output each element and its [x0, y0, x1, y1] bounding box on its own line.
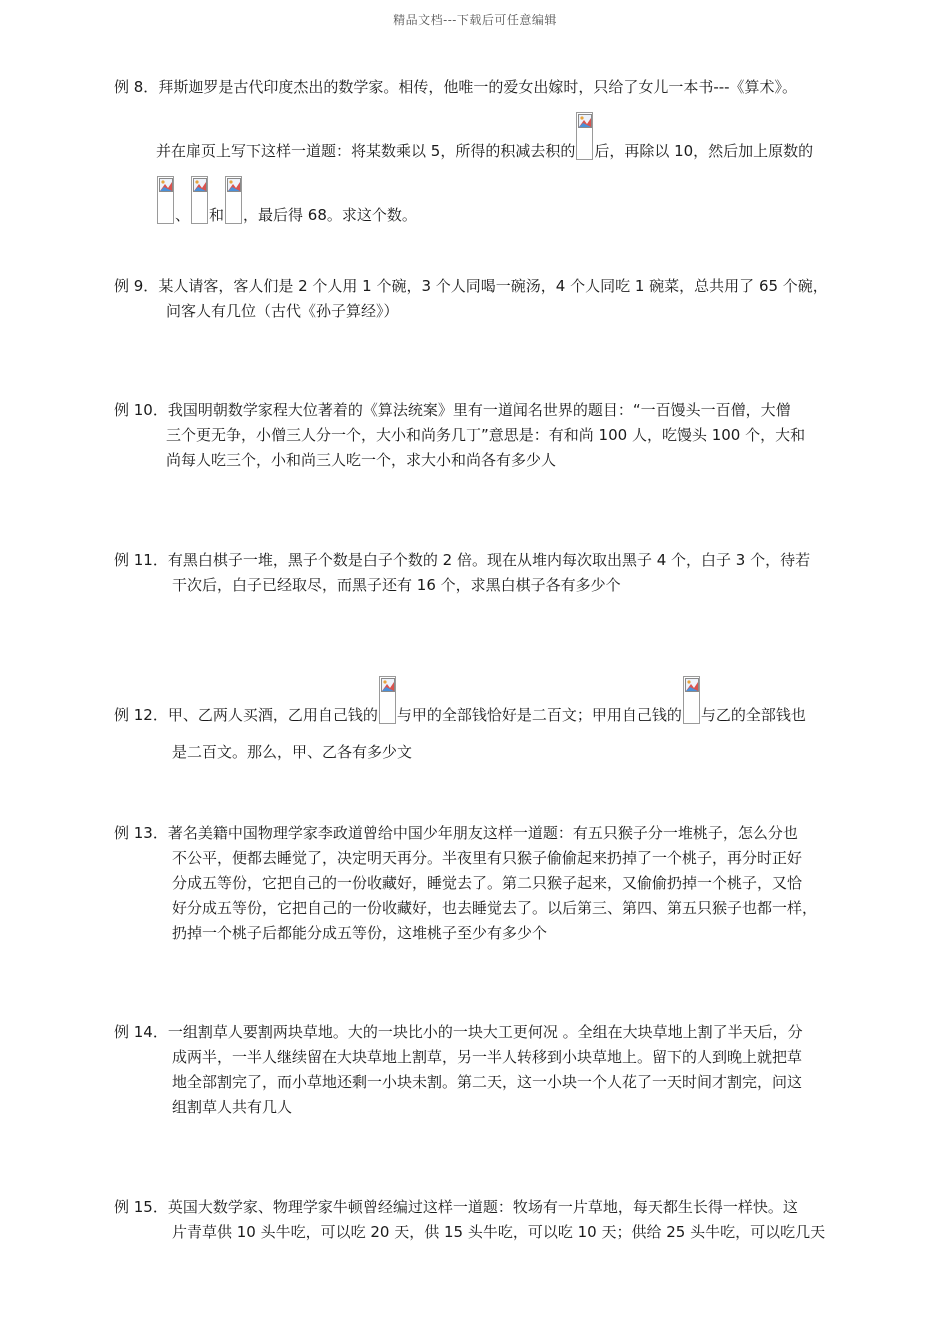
fraction-image-placeholder — [683, 676, 700, 724]
example-15-prefix: 例 15． — [114, 1198, 168, 1216]
example-9-prefix: 例 9． — [114, 277, 159, 295]
example-10-line-1 — [114, 398, 805, 423]
broken-image-icon — [578, 114, 592, 128]
example-13-line-1 — [114, 821, 817, 846]
fraction-image-placeholder — [379, 676, 396, 724]
fraction-image-placeholder — [157, 176, 174, 224]
example-11 — [114, 548, 810, 598]
example-12-prefix: 例 12． — [114, 706, 168, 724]
example-13-prefix: 例 13． — [114, 824, 168, 842]
broken-image-icon — [685, 678, 699, 692]
example-10-line-2: 三个更无争，小僧三人分一个，大小和尚务几丁”意思是：有和尚 100 人，吃馒头 100 个，大和 — [166, 426, 806, 444]
example-13 — [114, 821, 817, 946]
example-11-line-2: 干次后，白子已经取尽，而黑子还有 16 个，求黑白棋子各有多少个 — [172, 576, 621, 594]
example-8-prefix: 例 8． — [114, 78, 159, 96]
example-11-prefix: 例 11． — [114, 551, 168, 569]
example-8 — [114, 75, 813, 228]
example-13-line-5: 扔掉一个桃子后都能分成五等份，这堆桃子至少有多少个 — [172, 924, 548, 942]
example-11-line-1 — [114, 548, 810, 573]
fraction-image-placeholder — [225, 176, 242, 224]
example-12-text-1a: 甲、乙两人买酒，乙用自己钱的 — [167, 706, 378, 724]
example-11-text-1: 有黑白棋子一堆，黑子个数是白子个数的 2 倍。现在从堆内每次取出黑子 4 个，白子 3 个，待若 — [167, 551, 811, 569]
example-14-prefix: 例 14． — [114, 1023, 168, 1041]
example-12-text-1c: 与乙的全部钱也 — [700, 706, 806, 724]
example-9-text-1: 某人请客，客人们是 2 个人用 1 个碗，3 个人同喝一碗汤，4 个人同吃 1 碗菜，总共用了 65 个碗， — [158, 277, 828, 295]
example-9-line-2: 问客人有几位（古代《孙子算经》） — [166, 302, 399, 320]
broken-image-icon — [193, 178, 207, 192]
example-12-line-2: 是二百文。那么，甲、乙各有多少文 — [172, 743, 413, 761]
example-13-line-2: 不公平，便都去睡觉了，决定明天再分。半夜里有只猴子偷偷起来扔掉了一个桃子，再分时正好 — [172, 849, 803, 867]
example-8-text-3c: ，最后得 68。求这个数。 — [243, 206, 417, 224]
example-15-text-1: 英国大数学家、物理学家牛顿曾经编过这样一道题：牧场有一片草地，每天都生长得一样快。这 — [167, 1198, 798, 1216]
example-13-text-1: 著名美籍中国物理学家李政道曾给中国少年朋友这样一道题：有五只猴子分一堆桃子，怎么分也 — [167, 824, 798, 842]
example-15-line-1 — [114, 1195, 825, 1220]
example-8-text-2a: 并在扉页上写下这样一道题：将某数乘以 5，所得的积减去积的 — [156, 142, 576, 160]
example-10-text-1: 我国明朝数学家程大位著着的《算法统案》里有一道闻名世界的题目：“一百馒头一百僧，大僧 — [167, 401, 791, 419]
fraction-image-placeholder — [576, 112, 593, 160]
example-13-line-4: 好分成五等份，它把自己的一份收藏好，也去睡觉去了。以后第三、第四、第五只猴子也都一样， — [172, 899, 818, 917]
broken-image-icon — [227, 178, 241, 192]
example-12 — [114, 676, 806, 765]
example-15-line-2: 片青草供 10 头牛吃，可以吃 20 天，供 15 头牛吃，可以吃 10 天；供给 25 头牛吃，可以吃几天 — [172, 1223, 826, 1241]
fraction-image-placeholder — [191, 176, 208, 224]
example-14-line-1 — [114, 1020, 803, 1045]
example-14-line-4: 组割草人共有几人 — [172, 1098, 293, 1116]
example-8-text-2b: 后，再除以 10，然后加上原数的 — [594, 142, 814, 160]
example-8-text-3a: 、 — [175, 206, 191, 224]
example-10-prefix: 例 10． — [114, 401, 168, 419]
broken-image-icon — [381, 678, 395, 692]
example-8-text-1: 拜斯迦罗是古代印度杰出的数学家。相传，他唯一的爱女出嫁时，只给了女儿一本书---《算术》。 — [158, 78, 798, 96]
example-10-line-3: 尚每人吃三个，小和尚三人吃一个，求大小和尚各有多少人 — [166, 451, 557, 469]
example-8-line-2 — [114, 112, 813, 164]
example-9-line-1 — [114, 274, 828, 299]
page-header: 精品文档---下载后可任意编辑 — [393, 13, 557, 27]
example-12-line-1 — [114, 676, 806, 728]
example-13-line-3: 分成五等份，它把自己的一份收藏好，睡觉去了。第二只猴子起来，又偷偷扔掉一个桃子，又恰 — [172, 874, 803, 892]
example-9 — [114, 274, 828, 324]
broken-image-icon — [159, 178, 173, 192]
example-14 — [114, 1020, 803, 1120]
example-8-line-1 — [114, 75, 813, 100]
example-14-text-1: 一组割草人要割两块草地。大的一块比小的一块大工更何况 。全组在大块草地上割了半天后，分 — [167, 1023, 803, 1041]
example-15 — [114, 1195, 825, 1245]
example-14-line-3: 地全部割完了，而小草地还剩一小块未割。第二天，这一小块一个人花了一天时间才割完，问这 — [172, 1073, 803, 1091]
example-12-text-1b: 与甲的全部钱恰好是二百文；甲用自己钱的 — [396, 706, 682, 724]
example-14-line-2: 成两半，一半人继续留在大块草地上割草，另一半人转移到小块草地上。留下的人到晚上就把草 — [172, 1048, 803, 1066]
example-10 — [114, 398, 805, 473]
example-8-text-3b: 和 — [209, 206, 225, 224]
example-8-line-3 — [114, 176, 813, 228]
